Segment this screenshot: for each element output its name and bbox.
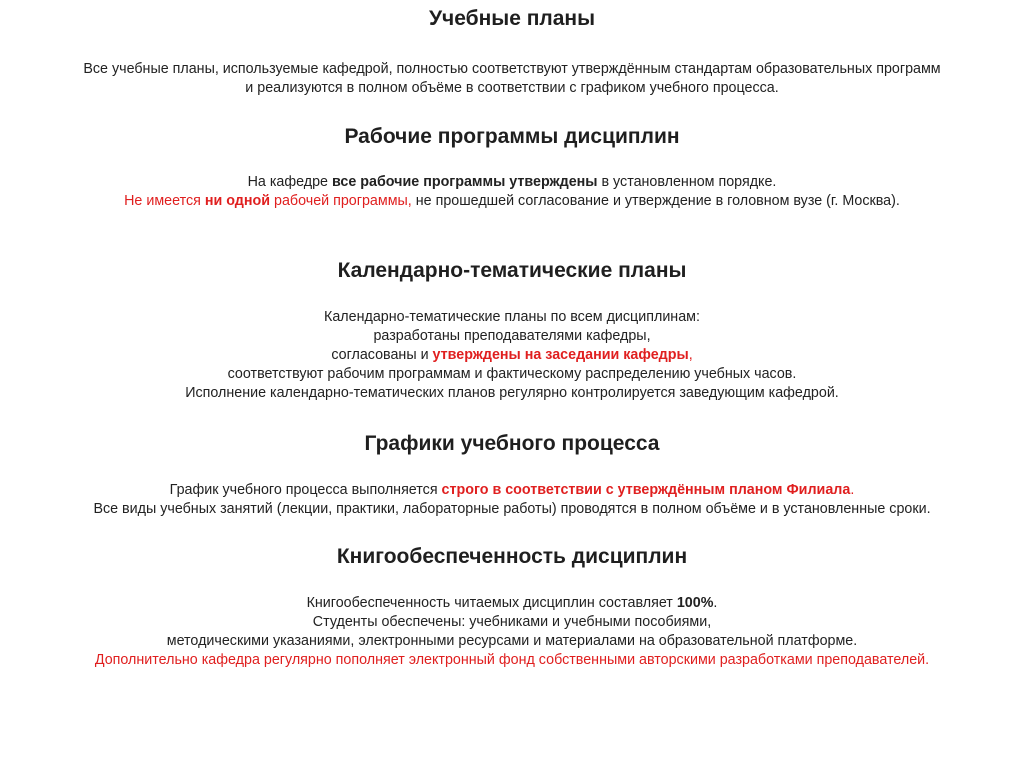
text-fragment: согласованы и <box>331 347 433 363</box>
book-supply-line-1 <box>0 594 1024 613</box>
bold-fragment: 100% <box>676 595 714 611</box>
calendar-line-5: Исполнение календарно-тематических планов регулярно контролируется заведующим кафедрой. <box>185 385 839 401</box>
red-bold-fragment: утверждены на заседании кафедры <box>432 347 689 363</box>
red-fragment: Не имеется <box>124 193 205 209</box>
calendar-line-2: разработаны преподавателями кафедры, <box>373 328 651 344</box>
calendar-line-4: соответствуют рабочим программам и фактическому распределению учебных часов. <box>227 366 797 382</box>
text-fragment: На кафедре <box>247 174 332 190</box>
red-bold-fragment: ни одной <box>204 193 271 209</box>
schedules-line-2: Все виды учебных занятий (лекции, практики, лабораторные работы) проводятся в полном объёме и в установленные сроки. <box>93 501 931 517</box>
text-fragment: . <box>713 595 718 611</box>
calendar-line-3 <box>0 346 1024 365</box>
schedules-line-1 <box>0 481 1024 500</box>
calendar-plans-text <box>0 308 1024 403</box>
red-fragment: рабочей программы, <box>270 193 412 209</box>
heading-schedules: Графики учебного процесса <box>364 432 660 455</box>
text-fragment: Книгообеспеченность читаемых дисциплин составляет <box>306 595 677 611</box>
curricula-line-1: Все учебные планы, используемые кафедрой, полностью соответствуют утверждённым стандартам образовательных программ <box>83 61 941 77</box>
work-programs-line-1 <box>0 173 1024 192</box>
calendar-line-1: Календарно-тематические планы по всем дисциплинам: <box>324 309 700 325</box>
work-programs-text <box>0 173 1024 211</box>
heading-work-programs: Рабочие программы дисциплин <box>344 125 680 148</box>
schedules-text <box>0 481 1024 519</box>
book-supply-line-2: Студенты обеспечены: учебниками и учебными пособиями, <box>312 614 712 630</box>
curricula-line-2: и реализуются в полном объёме в соответствии с графиком учебного процесса. <box>245 80 779 96</box>
heading-curricula: Учебные планы <box>428 7 596 30</box>
red-bold-fragment: строго в соответствии с утверждённым планом Филиала <box>441 482 851 498</box>
curricula-text <box>0 60 1024 98</box>
bold-fragment: все рабочие программы утверждены <box>331 174 598 190</box>
heading-book-supply: Книгообеспеченность дисциплин <box>336 545 688 568</box>
text-fragment: в установленном порядке. <box>597 174 777 190</box>
text-fragment: не прошедшей согласование и утверждение в головном вузе (г. Москва). <box>411 193 900 209</box>
heading-calendar-plans: Календарно-тематические планы <box>337 259 687 282</box>
text-fragment: График учебного процесса выполняется <box>169 482 442 498</box>
book-supply-line-4: Дополнительно кафедра регулярно пополняет электронный фонд собственными авторскими разработками преподавателей. <box>94 652 930 668</box>
book-supply-line-3: методическими указаниями, электронными ресурсами и материалами на образовательной платформе. <box>166 633 858 649</box>
red-fragment: . <box>850 482 855 498</box>
book-supply-text <box>0 594 1024 670</box>
red-fragment: , <box>688 347 693 363</box>
work-programs-line-2 <box>0 192 1024 211</box>
